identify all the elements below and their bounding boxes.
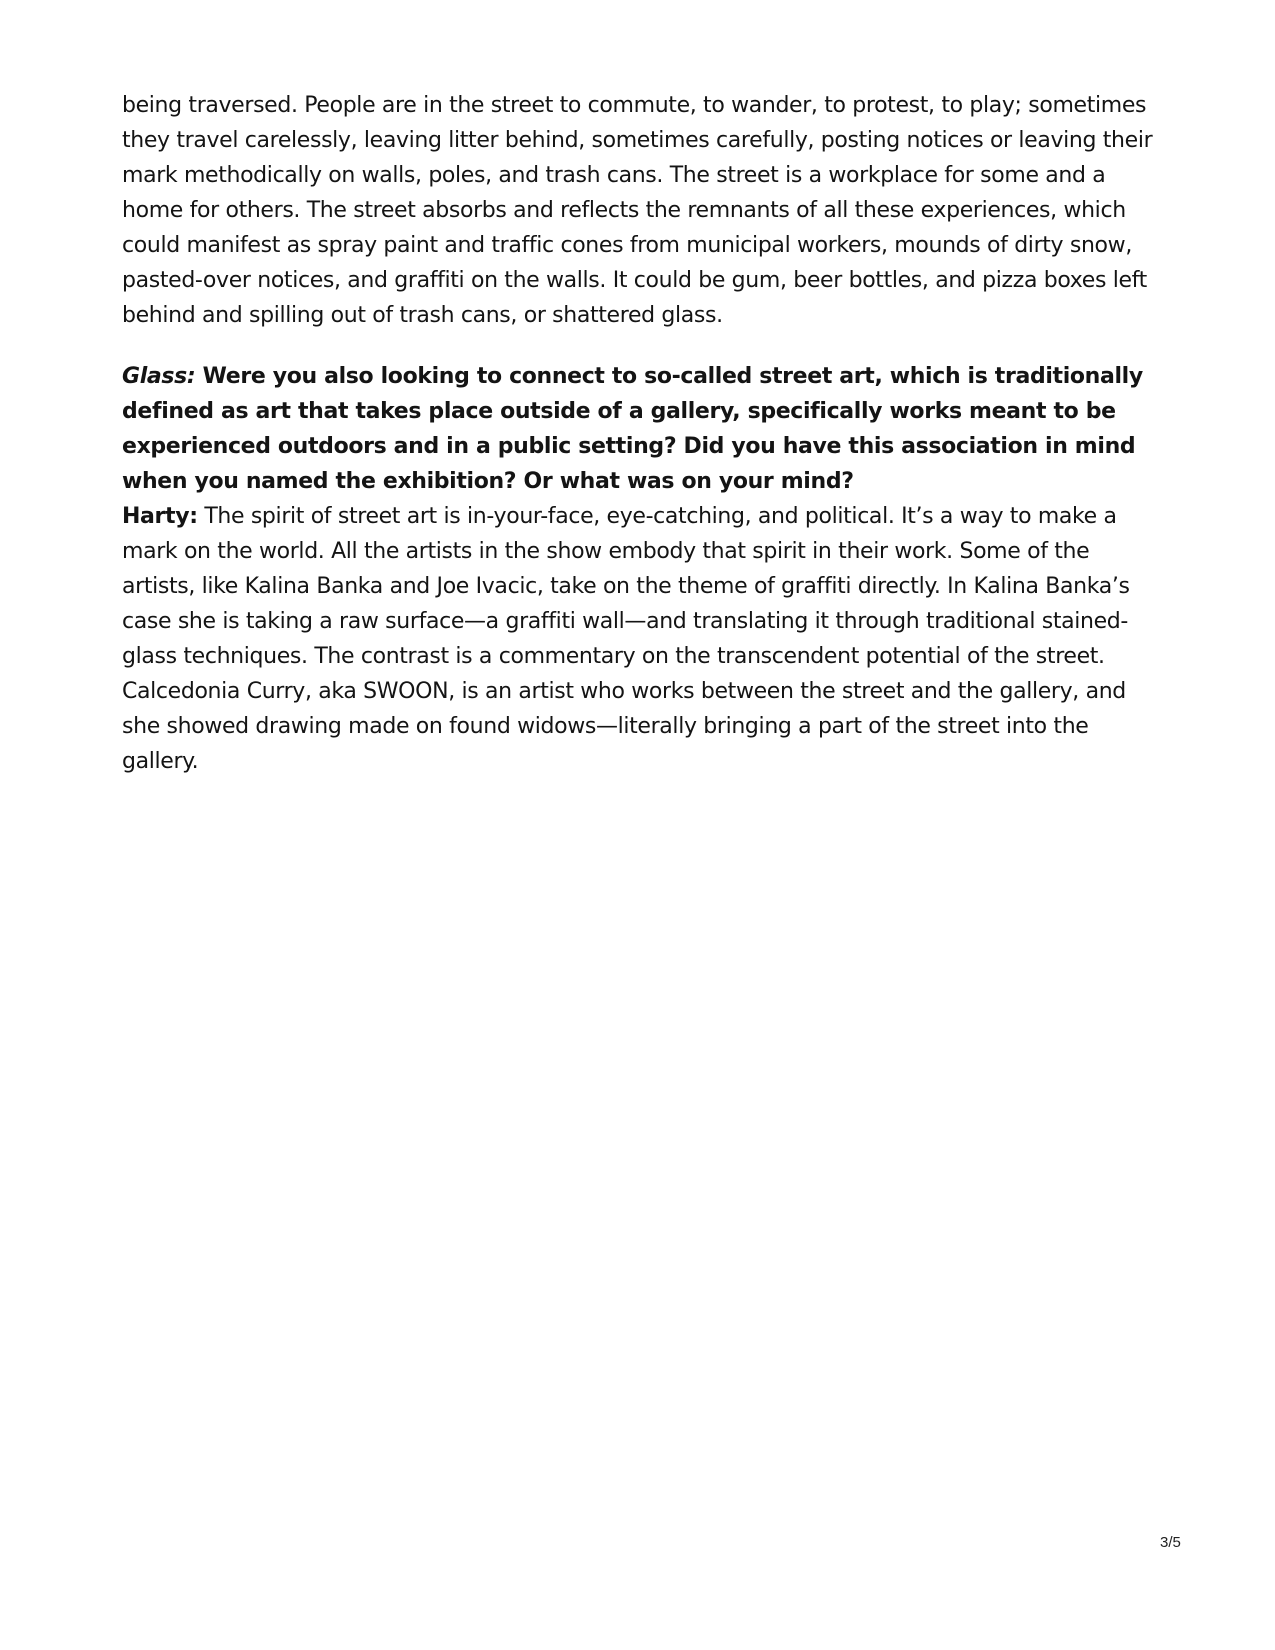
interview-question: [122, 359, 1156, 499]
answer-speaker: Harty:: [122, 504, 198, 529]
article-body: [122, 88, 1156, 779]
question-speaker: Glass:: [122, 364, 196, 389]
answer-text: The spirit of street art is in-your-face, eye-catching, and political. It’s a way to make a mark on the world. All the artists in the show embody that spirit in their work. Some of the artists, like Kalina Banka and Joe Ivacic, take on the theme of graffiti directly. In Kalina Banka’s case she is taking a raw surface—a graffiti wall—and translating it through traditional stained-glass techniques. The contrast is a commentary on the transcendent potential of the street. Calcedonia Curry, aka SWOON, is an artist who works between the street and the gallery, and she showed drawing made on found widows—literally bringing a part of the street into the gallery.: [122, 504, 1130, 774]
interview-answer: [122, 499, 1156, 779]
intro-paragraph: being traversed. People are in the street to commute, to wander, to protest, to play; sometimes they travel carelessly, leaving litter behind, sometimes carefully, posting notices or leaving their mark methodically on walls, poles, and trash cans. The street is a workplace for some and a home for others. The street absorbs and reflects the remnants of all these experiences, which could manifest as spray paint and traffic cones from municipal workers, mounds of dirty snow, pasted-over notices, and graffiti on the walls. It could be gum, beer bottles, and pizza boxes left behind and spilling out of trash cans, or shattered glass.: [122, 93, 1153, 328]
question-text: Were you also looking to connect to so-called street art, which is traditionally defined as art that takes place outside of a gallery, specifically works meant to be experienced outdoors and in a public setting? Did you have this association in mind when you named the exhibition? Or what was on your mind?: [122, 364, 1143, 494]
page-number: 3/5: [1160, 1534, 1181, 1551]
